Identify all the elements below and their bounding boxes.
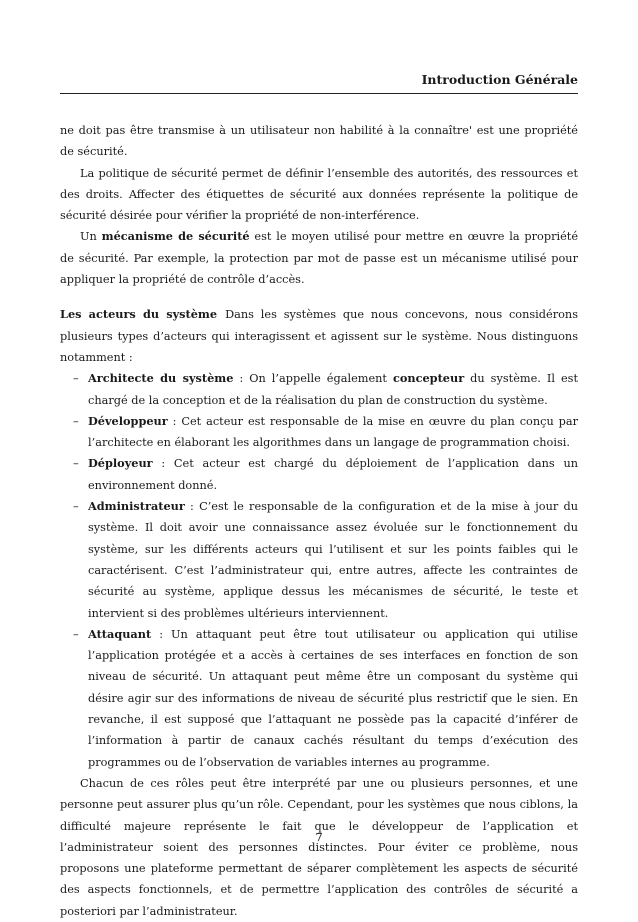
developer-text: : Cet acteur est responsable de la mise en œuvre du plan conçu par l’architecte en élaborant les algorithmes dans un langage de programmation choisi. — [88, 414, 578, 450]
list-item-attacker — [88, 624, 578, 773]
paragraph-security-mechanism — [60, 226, 578, 290]
architect-text-post: du système. Il est chargé de la conception et de la réalisation du plan de construction du système. — [88, 372, 578, 407]
section-actors — [60, 304, 578, 368]
p3-lead: Un — [80, 230, 102, 244]
p3-rest: est le moyen utilisé pour mettre en œuvre la propriété de sécurité. Par exemple, la protection par mot de passe est un mécanisme utilisé pour appliquer la propriété de contrôle d’accès. — [60, 230, 579, 287]
list-item-developer — [88, 411, 578, 454]
administrator-text: : C’est le responsable de la configuration et de la mise à jour du système. Il doit avoir une connaissance assez évoluée sur le fonctionnement du système, sur les différents acteurs qui l’utilisent et sur les points faibles qui le caractérisent. C’est l’administrateur qui, entre autres, affecte les contraintes de sécurité au système, applique dessus les mécanismes de sécurité, le teste et intervient si des problèmes ultérieurs interviennent. — [88, 500, 578, 620]
section-intro: Dans les systèmes que nous concevons, nous considérons plusieurs types d’acteurs qui interagissent et agissent sur le système. Nous distinguons notamment : — [60, 308, 578, 364]
architect-text-pre: : On l’appelle également — [233, 372, 393, 386]
running-header-title: Introduction Générale — [421, 72, 578, 87]
term-deployer: Déployeur — [88, 456, 153, 471]
deployer-text: : Cet acteur est chargé du déploiement de l’application dans un environnement donné. — [88, 457, 578, 492]
actors-list — [60, 368, 578, 773]
term-architect: Architecte du système — [88, 371, 234, 386]
term-attacker: Attaquant — [88, 626, 152, 641]
term-administrator: Administrateur — [88, 499, 185, 514]
header-rule — [60, 93, 578, 94]
paragraph-closing: Chacun de ces rôles peut être interprété par une ou plusieurs personnes, et une personne peut assurer plus qu’un rôle. Cependant, pour les systèmes que nous ciblons, la difficulté majeure représente le fait que le développeur de l’application et l’administrateur soient des personnes distinctes. Pour éviter ce problème, nous proposons une plateforme permettant de séparer complètement les aspects de sécurité des aspects fonctionnels, et de permettre l’application des contrôles de sécurité a posteriori par l’administrateur. — [60, 776, 578, 918]
list-item-architect — [88, 368, 578, 411]
list-item-administrator — [88, 496, 578, 624]
list-item-deployer — [88, 453, 578, 496]
term-developer: Développeur — [88, 413, 168, 428]
term-designer: concepteur — [392, 371, 465, 386]
term-security-mechanism: mécanisme de sécurité — [101, 229, 250, 244]
attacker-text: : Un attaquant peut être tout utilisateur ou application qui utilise l’application protégée et a accès à certaines de ses interfaces en fonction de son niveau de sécurité. Un attaquant peut même être un composant du système qui désire agir sur des informations de niveau de sécurité plus restrictif que le sien. En revanche, il est supposé que l’attaquant ne possède pas la capacité d’inférer de l’information à partir de canaux cachés résultant du temps d’exécution des programmes ou de l’observation de variables internes au programme. — [88, 627, 578, 769]
page-body — [60, 120, 578, 922]
paragraph-security-policy: La politique de sécurité permet de définir l’ensemble des autorités, des ressources et des droits. Affecter des étiquettes de sécurité aux données représente la politique de sécurité désirée pour vérifier la propriété de non-interférence. — [60, 166, 578, 223]
page-number: 7 — [315, 830, 323, 844]
paragraph-continuation: ne doit pas être transmise à un utilisateur non habilité à la connaître' est une propriété de sécurité. — [60, 124, 578, 159]
section-title: Les acteurs du système — [60, 307, 218, 322]
